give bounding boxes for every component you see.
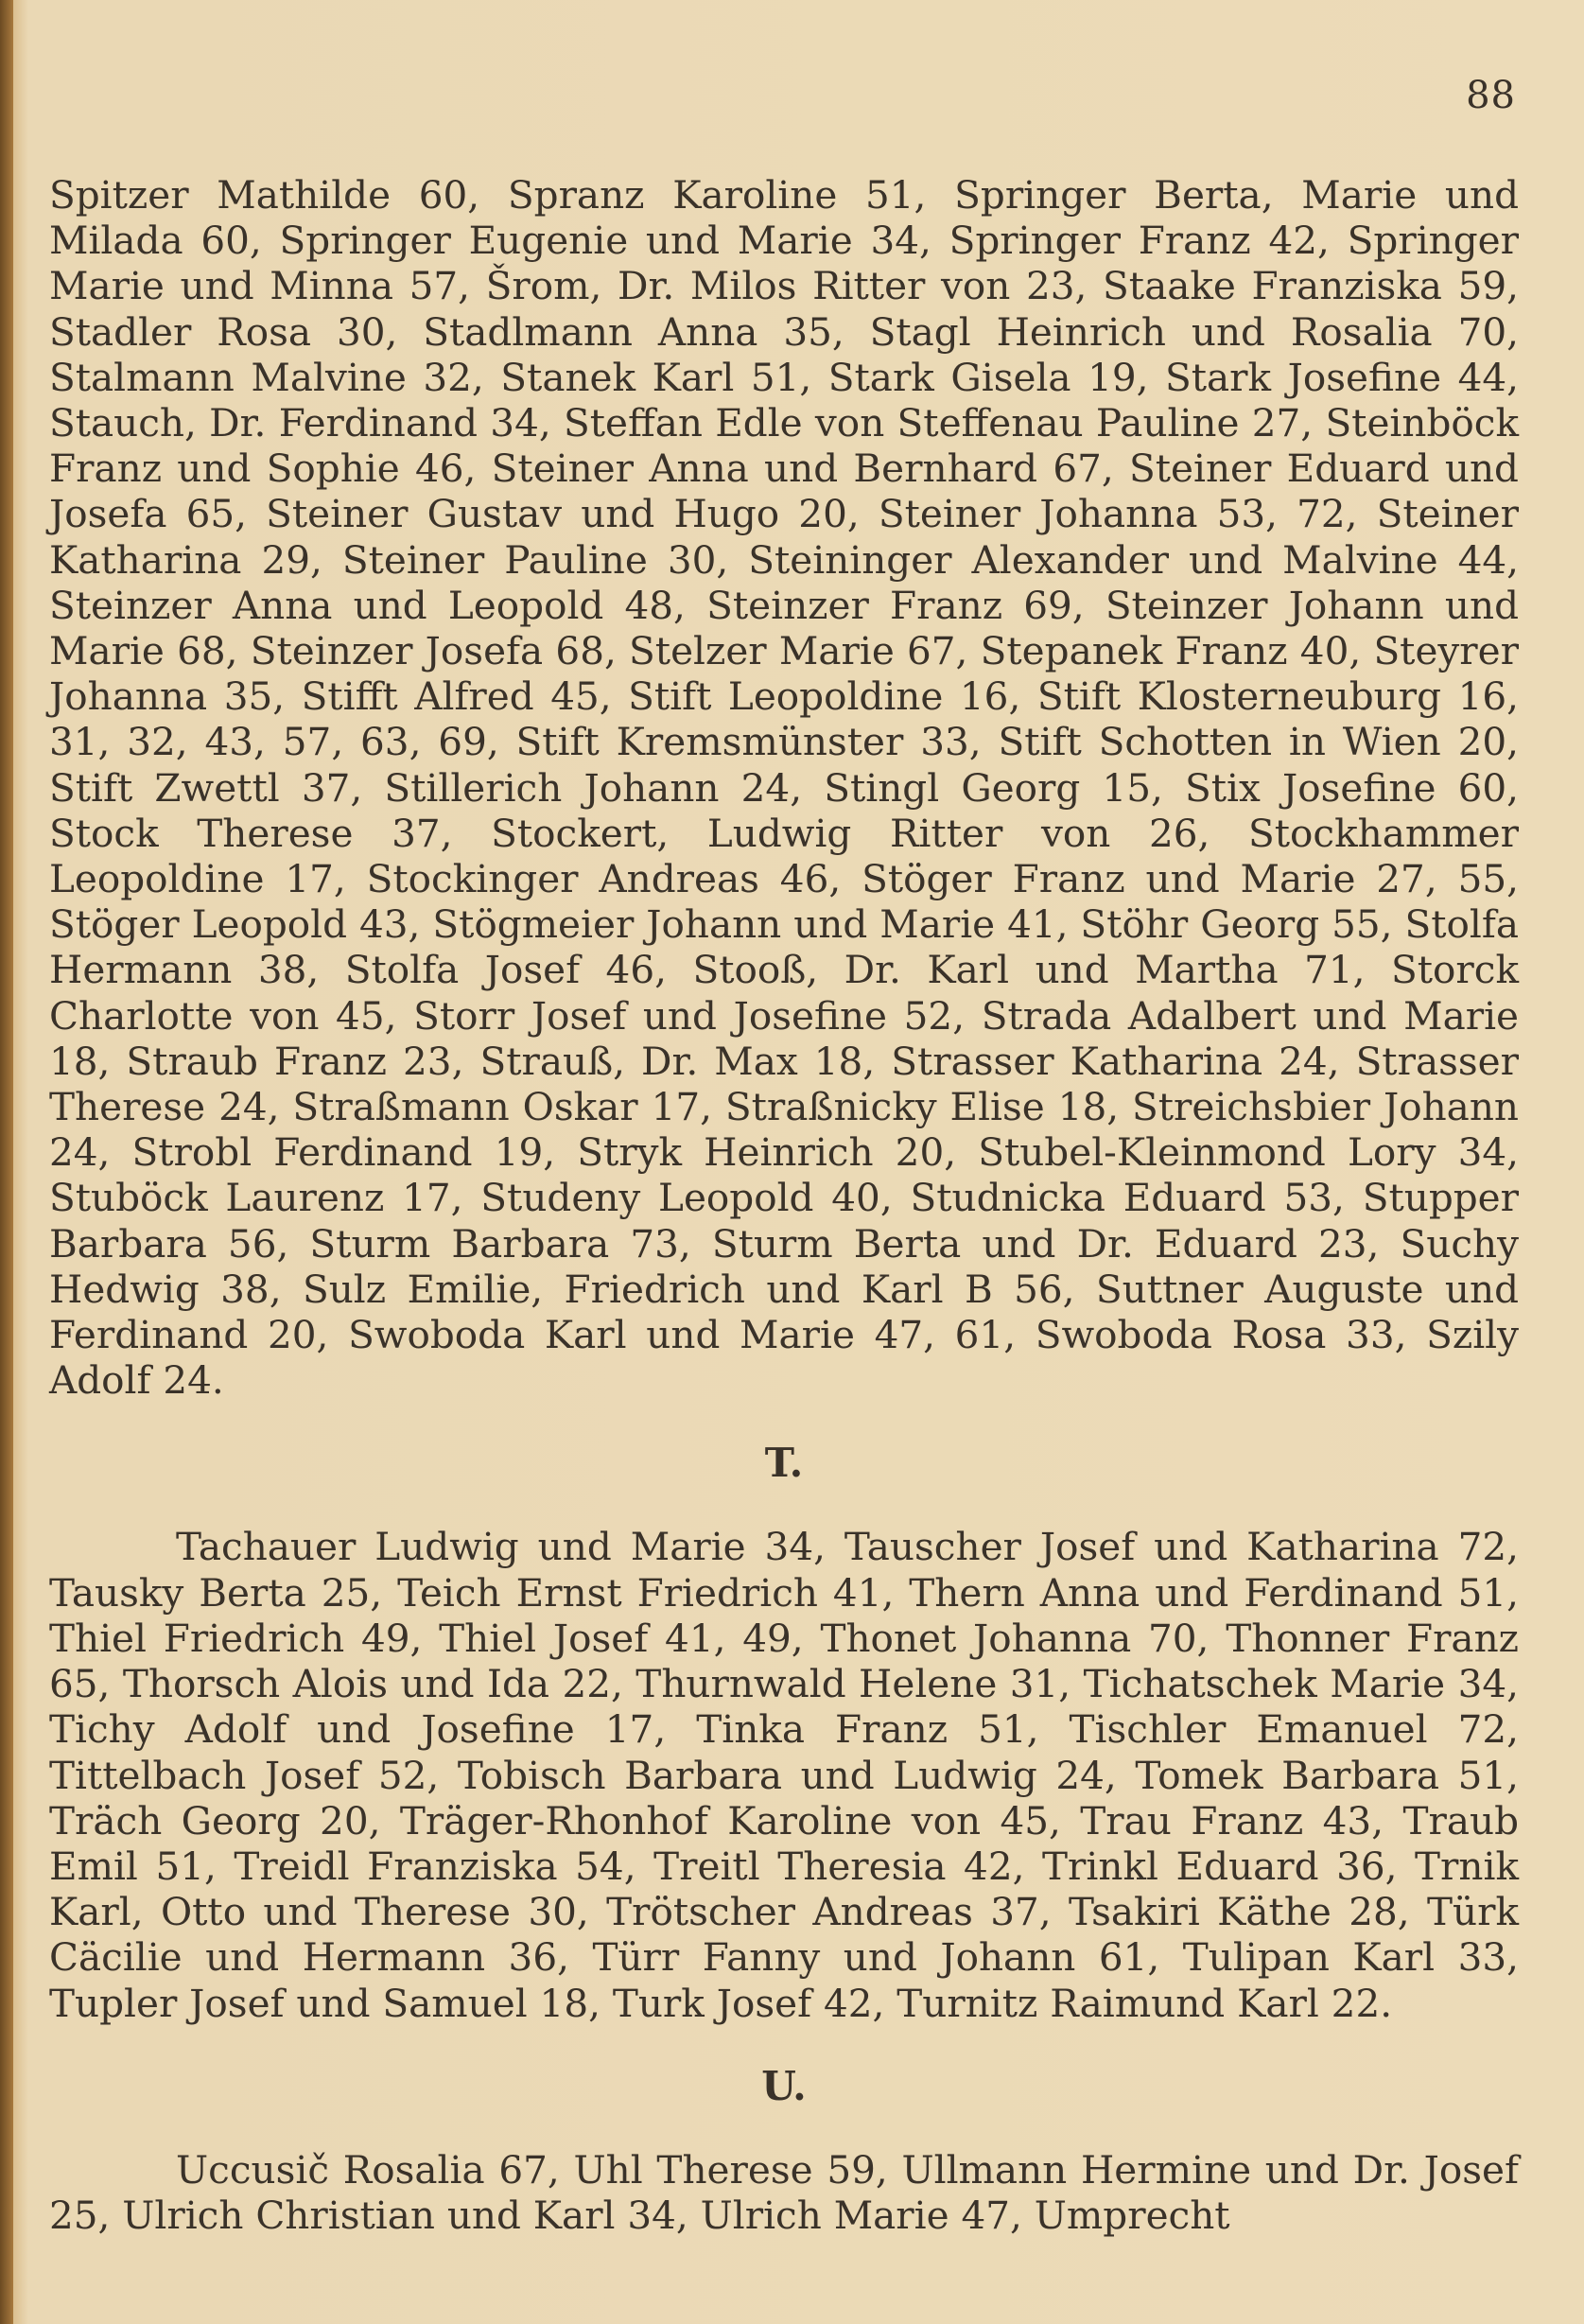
section-u-entries: Uccusič Rosalia 67, Uhl Therese 59, Ullmann Hermine und Dr. Josef 25, Ulrich Christian und Karl 34, Ulrich Marie 47, Umprecht: [49, 2146, 1519, 2238]
section-t-entries: Tachauer Ludwig und Marie 34, Tauscher Josef und Katharina 72, Tausky Berta 25, Teich Ernst Friedrich 41, Thern Anna und Ferdinand 51, Thiel Friedrich 49, Thiel Josef 41, 49, Thonet Johanna 70, Thonner Franz 65, Thorsch Alois und Ida 22, Thurnwald Helene 31, Tichatschek Marie 34, Tichy Adolf und Josefine 17, Tinka Franz 51, Tischler Emanuel 72, Tittelbach Josef 52, Tobisch Barbara und Ludwig 24, Tomek Barbara 51, Träch Georg 20, Träger-Rhonhof Karoline von 45, Trau Franz 43, Traub Emil 51, Treidl Franziska 54, Treitl Theresia 42, Trinkl Eduard 36, Trnik Karl, Otto und Therese 30, Trötscher Andreas 37, Tsakiri Käthe 28, Türk Cäcilie und Hermann 36, Türr Fanny und Johann 61, Tulipan Karl 33, Tupler Josef und Samuel 18, Turk Josef 42, Turnitz Raimund Karl 22.: [49, 1524, 1519, 2026]
section-s-entries: Spitzer Mathilde 60, Spranz Karoline 51, Springer Berta, Marie und Milada 60, Springer Eugenie und Marie 34, Springer Franz 42, Springer Marie und Minna 57, Šrom, Dr. Milos Ritter von 23, Staake Franziska 59, Stadler Rosa 30, Stadlmann Anna 35, Stagl Heinrich und Rosalia 70, Stalmann Malvine 32, Stanek Karl 51, Stark Gisela 19, Stark Josefine 44, Stauch, Dr. Ferdinand 34, Steffan Edle von Steffenau Pauline 27, Steinböck Franz und Sophie 46, Steiner Anna und Bernhard 67, Steiner Eduard und Josefa 65, Steiner Gustav und Hugo 20, Steiner Johanna 53, 72, Steiner Katharina 29, Steiner Pauline 30, Steininger Alexander und Malvine 44, Steinzer Anna und Leopold 48, Steinzer Franz 69, Steinzer Johann und Marie 68, Steinzer Josefa 68, Stelzer Marie 67, Stepanek Franz 40, Steyrer Johanna 35, Stifft Alfred 45, Stift Leopoldine 16, Stift Klosterneuburg 16, 31, 32, 43, 57, 63, 69, Stift Kremsmünster 33, Stift Schotten in Wien 20, Stift Zwettl 37, Stillerich Johann 24, Stingl Georg 15, Stix Josefine 60, Stock Therese 37, Stockert, Ludwig Ritter von 26, Stockhammer Leopoldine 17, Stockinger Andreas 46, Stöger Franz und Marie 27, 55, Stöger Leopold 43, Stögmeier Johann und Marie 41, Stöhr Georg 55, Stolfa Hermann 38, Stolfa Josef 46, Stooß, Dr. Karl und Martha 71, Storck Charlotte von 45, Storr Josef und Josefine 52, Strada Adalbert und Marie 18, Straub Franz 23, Strauß, Dr. Max 18, Strasser Katharina 24, Strasser Therese 24, Straßmann Oskar 17, Straßnicky Elise 18, Streichsbier Johann 24, Strobl Ferdinand 19, Stryk Heinrich 20, Stubel-Kleinmond Lory 34, Stuböck Laurenz 17, Studeny Leopold 40, Studnicka Eduard 53, Stupper Barbara 56, Sturm Barbara 73, Sturm Berta und Dr. Eduard 23, Suchy Hedwig 38, Sulz Emilie, Friedrich und Karl B 56, Suttner Auguste und Ferdinand 20, Swoboda Karl und Marie 47, 61, Swoboda Rosa 33, Szily Adolf 24.: [49, 172, 1519, 1404]
section-t-heading: T.: [764, 1440, 804, 1487]
index-content: [49, 172, 1519, 2238]
page-number: 88: [1466, 74, 1516, 117]
book-spine: [0, 0, 13, 2324]
section-u-heading: U.: [761, 2062, 807, 2109]
